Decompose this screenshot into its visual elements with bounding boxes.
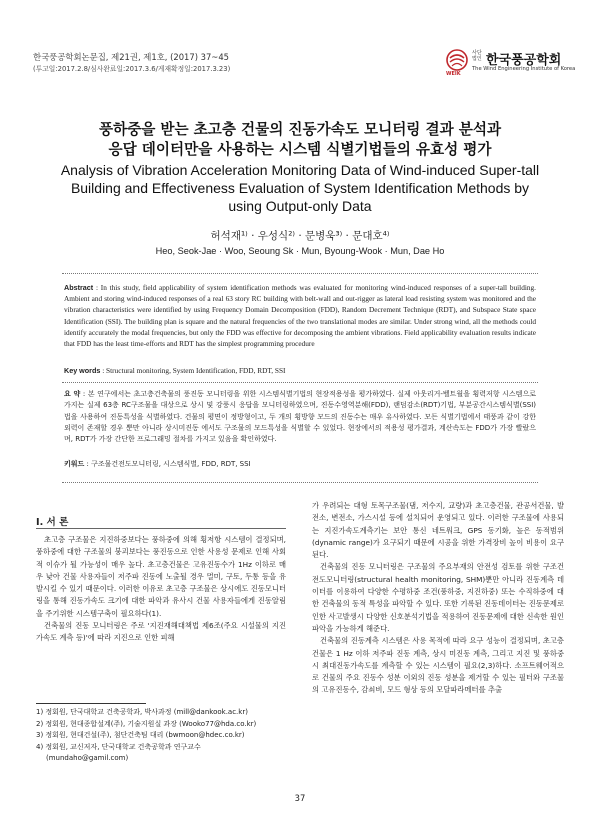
divider-top <box>62 273 538 274</box>
page-number: 37 <box>294 793 306 803</box>
left-paragraph-2: 건축물의 진동 모니터링은 주로 '지진재해대책법 제6조(주요 시설물의 지진가속도 계측 등)'에 따라 지진으로 인한 피해 <box>36 621 286 643</box>
footnote-divider <box>36 703 146 704</box>
footnote-3: 3) 정회원, 현대건설(주), 첨단건축팀 대리 (bwmoon@hdec.co.kr) <box>36 731 245 739</box>
abstract-korean <box>64 389 536 445</box>
society-logo <box>446 49 576 79</box>
keywords-label: Key words <box>64 366 101 375</box>
logo-small-label: 사단 법인 <box>472 50 482 62</box>
footnote-4-email: (mundaho@gamil.com) <box>46 754 129 762</box>
footnote-2: 2) 정회원, 현대종합설계(주), 기술지원실 과장 (Wooko77@hda.co.kr) <box>36 719 257 728</box>
paper-title-english <box>40 161 560 215</box>
section-heading: I. 서 론 <box>36 517 69 528</box>
authors-english: Heo, Seok-Jae · Woo, Seoung Sk · Mun, Byoung-Wook · Mun, Dae Ho <box>155 246 445 256</box>
footnotes <box>36 707 288 765</box>
right-paragraph-1: 가 우려되는 대형 토목구조물(댐, 저수지, 교량)과 초고층건물, 관공서건물, 발전소, 변전소, 가스시설 등에 설치되어 운영되고 있다. 이러한 구조물에 사용되는 지진가속도계측기는 보안 통신 네트워크, GPS 동기화, 높은 동적범위(dynamic range)가 요구되기 때문에 시공을 위한 가격장비 높이 비용이 요구된다. <box>312 501 564 560</box>
keywords-english <box>64 365 536 376</box>
society-english-name: The Wind Engineering Institute of Korea <box>472 66 576 72</box>
title-ko-line2: 응답 데이터만을 사용하는 시스템 식별기법들의 유효성 평가 <box>108 141 492 158</box>
right-paragraph-3: 건축물의 진동계측 시스템은 사용 목적에 따라 요구 성능이 결정되며, 초고층 건물은 1 Hz 이하 저주파 진동 계측, 상시 미진동 계측, 그리고 지진 및 풍하중시 최대진동가속도를 계측할 수 있는 시스템이 필요(2,3)하다. 소프트웨어적으로 건물의 주요 진동수 성분 이외의 진동 성분을 제거할 수 있는 필터와 구조물의 고유진동수, 감쇠비, 모드 형상 등의 모달파라메터를 추출 <box>312 636 564 695</box>
title-ko-line1: 풍하중을 받는 초고층 건물의 진동가속도 모니터링 결과 분석과 <box>98 121 502 138</box>
journal-info <box>33 51 230 75</box>
section-underline <box>36 528 286 529</box>
kw-ko-label: 키워드 <box>64 460 85 468</box>
abstract-english <box>64 282 536 349</box>
body-right-column <box>312 500 564 697</box>
right-paragraph-2: 건축물의 진동 모니터링은 구조물의 주요부재의 안전성 검토를 위한 구조건전도모니터링(structural health monitoring, SHM)뿐만 아니라 진동계측 데이터를 이용하여 다양한 수평하중 조건(풍하중, 지진하중) 또는 수직하중에 대한 건축물의 동적 특성을 파악할 수 있다. 또한 기록된 진동데이터는 진동문제로 인한 사고발생시 다양한 신호분석기법을 적용하여 진동문제에 대한 신속한 원인 파악을 가능하게 해준다. <box>312 562 564 633</box>
title-en-line2: Building and Effectiveness Evaluation of System Identification Methods by <box>70 180 530 196</box>
divider-middle <box>62 382 538 383</box>
society-name: 한국풍공학회 <box>486 53 562 68</box>
keywords-korean <box>64 459 536 470</box>
footnote-1: 1) 정회원, 단국대학교 건축공학과, 박사과정 (mill@dankook.ac.kr) <box>36 708 248 716</box>
keywords-text: : Structural monitoring, System Identification, FDD, RDT, SSI <box>102 366 286 375</box>
title-en-line1: Analysis of Vibration Acceleration Monitoring Data of Wind-induced Super-tall <box>60 162 540 178</box>
paper-title-korean <box>30 120 570 160</box>
abstract-label: Abstract <box>64 283 94 292</box>
kw-ko-text: : 구조물건전도모니터링, 시스템식별, FDD, RDT, SSI <box>86 460 251 468</box>
title-en-line3: using Output-only Data <box>228 198 372 214</box>
divider-bottom <box>62 482 538 483</box>
authors-korean: 허석재¹⁾ · 우성식²⁾ · 문병욱³⁾ · 문대호⁴⁾ <box>210 230 390 242</box>
left-paragraph-1: 초고층 구조물은 지진하중보다는 풍하중에 의해 횡저항 시스템이 결정되며, 풍하중에 대한 구조물의 붕괴보다는 풍진동으로 인한 사용성 문제로 인해 사회적 이슈가 될 가능성이 매우 높다. 초고층건물은 고유진동수가 1Hz 이하로 매우 낮아 건물 사용자들이 저주파 진동에 노출될 경우 멀미, 구토, 두통 등을 유발시킬 수 있기 때문이다. 이러한 이유로 초고층 구조물은 상시에도 진동모니터링을 통해 진동가속도 크기에 대한 파악과 유사시 건물 사용자들에게 진동알림을 주기위한 시스템구축이 필요하다(1). <box>36 535 286 618</box>
journal-citation: 한국풍공학회논문집, 제21권, 제1호, (2017) 37~45 <box>33 52 229 62</box>
wind-logo-icon <box>446 49 468 71</box>
footnote-4: 4) 정회원, 교신저자, 단국대학교 건축공학과 연구교수 <box>36 742 201 751</box>
summary-text: : 본 연구에서는 초고층건축물의 풍진동 모니터링을 위한 시스템식별기법의 현장적용성을 평가하였다. 실제 아웃리거-벨트월을 횡력저항 시스템으로 가지는 실제 63층 RC구조물을 대상으로 상시 및 강풍시 응답을 모니터링하였으며, 진동수영역분해(FDD), 랜덤감소(RDT)기법, 부분공간시스템식별(SSI)법을 사용하여 진동특성을 식별하였다. 건물의 평면이 정방형이고, 두 개의 횡방향 모드의 진동수는 매우 유사하였다. 모든 식별기법에서 태풍과 같이 강한 외력이 존재할 경우 뿐만 아니라 상시미진동 에서도 구조물의 모드특성을 식별할 수 있었다. 현장에서의 적용성 평가결과, 계산속도는 FDD가 가장 빨랐으며, RDT가 가장 간단한 프로그래밍 절차를 가지고 있음을 확인하였다. <box>64 390 536 444</box>
summary-label: 요 약 <box>64 390 81 398</box>
abstract-text: : In this study, field applicability of system identification methods was evaluated for monitoring wind-induced responses of a super-tall building. Ambient and storing wind-induced responses of a real 63 story RC building with belt-wall and out-rigger as lateral load resisting system was monitored and the vibration characteristics were identified by using Frequency Domain Decomposition (FDD), Random Decrement Technique (RDT), and Subspace State space Identification (SSI). The building plan is square and the natural frequencies of the two translational modes are similar. Under strong wind, all the methods could identify accurately the modal frequencies, but only the FDD was effective for decomposing the ambient vibrations. Field applicability evaluation results indicate that FDD has the least time-efforts and RDT has the simplest programming procedure <box>64 283 536 349</box>
body-left-column <box>36 534 286 645</box>
logo-abbrev: WEIK <box>446 71 461 77</box>
journal-dates: (투고일:2017.2.8/심사완료일:2017.3.6/게재확정일:2017.3.23) <box>33 65 231 73</box>
